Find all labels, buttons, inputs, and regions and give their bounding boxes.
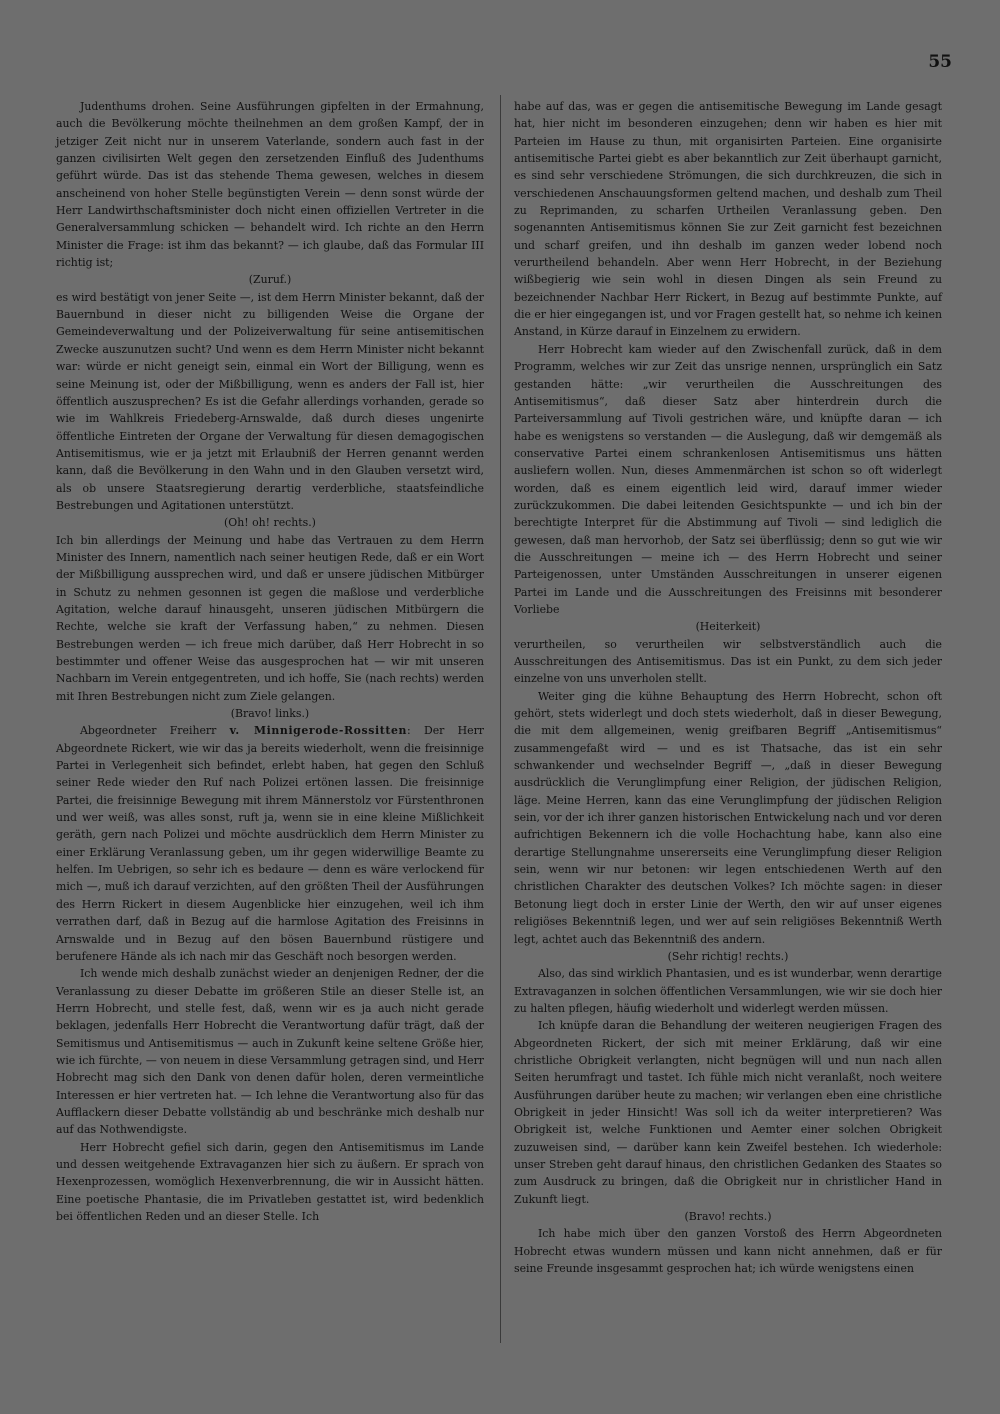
paragraph: Ich wende mich deshalb zunächst wieder an denjenigen Redner, der die Veranlassung zu dieser Debatte im größeren Stile an dieser Stelle ist, an Herrn Hobrecht, und stelle fest, daß, wenn wir es ja auch nicht gerade beklagen, jedenfalls Herr Hobrecht die Verantwortung dafür trägt, daß der Semitismus und Antisemitismus — auch in Zukunft keine seltene Größe hier, wie ich fürchte, — von neuem in diese Versammlung getragen sind, und Herr Hobrecht mag sich den Dank von denen dafür holen, deren vermeintliche Interessen er hier vertreten hat. — Ich lehne die Verantwortung also für das Aufflackern dieser Debatte vollständig ab und beschränke mich deshalb nur auf das Nothwendigste.	[56, 967, 484, 1137]
paragraph: Ich bin allerdings der Meinung und habe das Vertrauen zu dem Herrn Minister des Innern, namentlich nach seiner heutigen Rede, daß er ein Wort der Mißbilligung aussprechen wird, und daß er unsere jüdischen Mitbürger in Schutz zu nehmen gesonnen ist gegen die maßlose und verderbliche Agitation, welche darauf hinausgeht, unseren jüdischen Mitbürgern die Rechte, welche sie kraft der Verfassung haben,“ zu nehmen. Diesen Bestrebungen werden — ich freue mich darüber, daß Herr Hobrecht in so bestimmter und offener Weise das ausgesprochen hat — wir mit unseren Nachbarn im Verein entgegentreten, und ich hoffe, Sie (nach rechts) werden mit Ihren Bestrebungen nicht zum Ziele gelangen.	[56, 533, 484, 703]
paragraph: Herr Hobrecht gefiel sich darin, gegen den Antisemitismus im Lande und dessen weitgehende Extravaganzen hier sich zu äußern. Er sprach von Hexenprozessen, womöglich Hexenverbrennung, die wir in Aussicht hätten. Eine poetische Phantasie, die im Privatleben gestattet ist, wird bedenklich bei öffentlichen Reden und an dieser Stelle. Ich	[56, 1140, 484, 1223]
column-divider	[500, 95, 501, 1343]
paragraph: Weiter ging die kühne Behauptung des Herrn Hobrecht, schon oft gehört, stets widerlegt und doch stets wiederholt, daß in dieser Bewegung, die mit dem allgemeinen, wenig greifbaren Begriff „Antisemitismus“ zusammengefaßt wird — und es ist Thatsache, das ist ein sehr schwankender und wechselnder Begriff —, „daß in dieser Bewegung ausdrücklich die Verunglimpfung einer Religion, der jüdischen Religion, läge. Meine Herren, kann das eine Verunglimpfung der jüdischen Religion sein, vor der ich ihrer ganzen historischen Entwickelung nach und vor deren aufrichtigen Bekennern ich die volle Hochachtung habe, kann also eine derartige Stellungnahme unsererseits eine Verunglimpfung dieser Religion sein, wenn wir nur betonen: wir legen entschiedenen Werth auf den christlichen Charakter des deutschen Volkes? Ich möchte sagen: in dieser Betonung liegt doch in erster Linie der Werth, den wir auf unser eigenes religiöses Bekenntniß legen, und wer auf sein religiöses Bekenntniß Werth legt, achtet auch das Bekenntniß des andern.	[514, 689, 942, 946]
page-number: 55	[928, 52, 952, 72]
paragraph: Herr Hobrecht kam wieder auf den Zwischenfall zurück, daß in dem Programm, welches wir zur Zeit das unsrige nennen, ursprünglich ein Satz gestanden hätte: „wir verurtheilen die Ausschreitungen des Antisemitismus“, daß dieser Satz aber hinterdrein durch die Parteiversammlung auf Tivoli gestrichen wäre, und knüpfte daran — ich habe es wenigstens so verstanden — die Auslegung, daß wir demgemäß als conservative Partei einem schrankenlosen Antisemitismus uns hätten ausliefern wollen. Nun, dieses Ammenmärchen ist schon so oft widerlegt worden, daß es einem eigentlich leid wird, darauf immer wieder zurückzukommen. Die dabei leitenden Gesichtspunkte — und ich bin der berechtigte Interpret für die Abstimmung auf Tivoli — sind lediglich die gewesen, daß man hervorhob, der Satz sei überflüssig; denn so gut wie wir die Ausschreitungen — meine ich — des Herrn Hobrecht und seiner Parteigenossen, unter Umständen Ausschreitungen in unserer eigenen Partei im Lande und die Ausschreitungen des Freisinns mit besonderer Vorliebe	[514, 342, 942, 616]
speaker-name: v. Minnigerode-Rossitten	[229, 724, 408, 738]
paragraph: Ich habe mich über den ganzen Vorstoß des Herrn Abgeordneten Hobrecht etwas wundern müssen und kann nicht annehmen, daß er für seine Freunde insgesammt gesprochen hat; ich würde wenigstens einen	[514, 1227, 942, 1276]
interjection: (Bravo! rechts.)	[684, 1210, 772, 1223]
speaker-prefix: Abgeordneter Freiherr	[80, 724, 230, 738]
right-column	[514, 98, 942, 1277]
interjection: (Bravo! links.)	[230, 707, 310, 721]
speech-paragraph	[56, 722, 484, 965]
interjection: (Oh! oh! rechts.)	[224, 516, 316, 530]
paragraph: Also, das sind wirklich Phantasien, und es ist wunderbar, wenn derartige Extravaganzen in solchen öffentlichen Versammlungen, wie wir sie doch hier zu halten pflegen, häufig wiederholt und widerlegt werden müssen.	[514, 967, 942, 1015]
paragraph: Judenthums drohen. Seine Ausführungen gipfelten in der Ermahnung, auch die Bevölkerung möchte theilnehmen an dem großen Kampf, der in jetziger Zeit nicht nur in unserem Vaterlande, sondern auch fast in der ganzen civilisirten Welt gegen den zersetzenden Einfluß des Judenthums geführt würde. Das ist das stehende Thema gewesen, welches in diesem anscheinend von hoher Stelle begünstigten Verein — denn sonst würde der Herr Landwirthschaftsminister doch nicht einen offiziellen Vertreter in die Generalversammlung schicken — behandelt wird. Ich richte an den Herrn Minister die Frage: ist ihm das bekannt? — ich glaube, daß das Formular III richtig ist;	[56, 100, 484, 270]
paragraph: verurtheilen, so verurtheilen wir selbstverständlich auch die Ausschreitungen des Antisemitismus. Das ist ein Punkt, zu dem sich jeder einzelne von uns unverholen stellt.	[514, 637, 942, 686]
interjection: (Heiterkeit)	[695, 620, 761, 634]
left-column	[56, 98, 484, 1225]
interjection: (Sehr richtig! rechts.)	[667, 949, 789, 963]
paragraph: Ich knüpfe daran die Behandlung der weiteren neugierigen Fragen des Abgeordneten Rickert, der sich mit meiner Erklärung, daß wir eine christliche Obrigkeit verlangten, nicht begnügen will und nun nach allen Seiten herumfragt und tastet. Ich fühle mich nicht veranlaßt, noch weitere Ausführungen darüber heute zu machen; wir verlangen eben eine christliche Obrigkeit in jeder Hinsicht! Was soll ich da weiter interpretieren? Was Obrigkeit ist, welche Funktionen und Aemter einer solchen Obrigkeit zuzuweisen sind, — darüber kann kein Zweifel bestehen. Ich wiederhole: unser Streben geht darauf hinaus, den christlichen Gedanken des Staates so zum Ausdruck zu bringen, daß die Obrigkeit nur in christlicher Hand in Zukunft liegt.	[514, 1019, 942, 1206]
paragraph: es wird bestätigt von jener Seite —, ist dem Herrn Minister bekannt, daß der Bauernbund in dieser nicht zu billigenden Weise die Organe der Gemeindeverwaltung und der Polizeiverwaltung für seine antisemitischen Zwecke auszunutzen sucht? Und wenn es dem Herrn Minister nicht bekannt war: würde er nicht geneigt sein, einmal ein Wort der Billigung, wenn es seine Meinung ist, oder der Mißbilligung, wenn es anders der Fall ist, hier öffentlich auszusprechen? Es ist die Gefahr allerdings vorhanden, gerade so wie im Wahlkreis Friedeberg-Arnswalde, daß durch dieses ungenirte öffentliche Eintreten der Organe der Verwaltung für diesen demagogischen Antisemitismus, wie er ja jetzt mit Erlaubniß der Herren genannt werden kann, daß die Bevölkerung in den Wahn und in den Glauben versetzt wird, als ob unsere Staatsregierung derartig verderbliche, staatsfeindliche Bestrebungen und Agitationen unterstützt.	[56, 290, 484, 512]
interjection: (Zuruf.)	[248, 273, 292, 287]
paragraph: habe auf das, was er gegen die antisemitische Bewegung im Lande gesagt hat, hier nicht im besonderen einzugehen; denn wir haben es hier mit Parteien im Hause zu thun, mit organisirten Parteien. Eine organisirte antisemitische Partei giebt es aber bekanntlich zur Zeit überhaupt garnicht, es sind sehr verschiedene Strömungen, die sich durchkreuzen, die sich in verschiedenen Anschauungsformen geltend machen, und deshalb zum Theil zu Reprimanden, zu scharfen Urtheilen Veranlassung geben. Den sogenannten Antisemitismus können Sie zur Zeit garnicht fest bezeichnen und scharf greifen, und ihn deshalb im ganzen weder lobend noch verurtheilend behandeln. Aber wenn Herr Hobrecht, in der Beziehung wißbegierig wie sein wohl in diesen Dingen als sein Freund zu bezeichnender Nachbar Herr Rickert, in Bezug auf bestimmte Punkte, auf die er hier eingegangen ist, und vor Fragen gestellt hat, so nehme ich keinen Anstand, in Kürze darauf in Einzelnem zu erwidern.	[514, 100, 942, 339]
speech-text: : Der Herr Abgeordnete Rickert, wie wir das ja bereits wiederholt, wenn die freisinnige Partei in Verlegenheit sich befindet, erlebt haben, hat gegen den Schluß seiner Rede wieder den Ruf nach Polizei ertönen lassen. Die freisinnige Partei, die freisinnige Bewegung mit ihrem Männerstolz vor Fürstenthronen und wer weiß, was alles sonst, ruft ja, wenn sie in eine kleine Mißlichkeit geräth, gern nach Polizei und möchte ausdrücklich dem Herrn Minister zu einer Erklärung Veranlassung geben, um ihr gegen widerwillige Beamte zu helfen. Im Uebrigen, so sehr ich es bedaure — denn es wäre verlockend für mich —, muß ich darauf verzichten, auf den größten Theil der Ausführungen des Herrn Rickert in diesem Augenblicke hier einzugehen, weil ich ihm verrathen darf, daß in Bezug auf die harmlose Agitation des Freisinns in Arnswalde und in Bezug auf den bösen Bauernbund rüstigere und berufenere Hände als ich nach mir das Geschäft noch besorgen werden.	[56, 724, 484, 963]
